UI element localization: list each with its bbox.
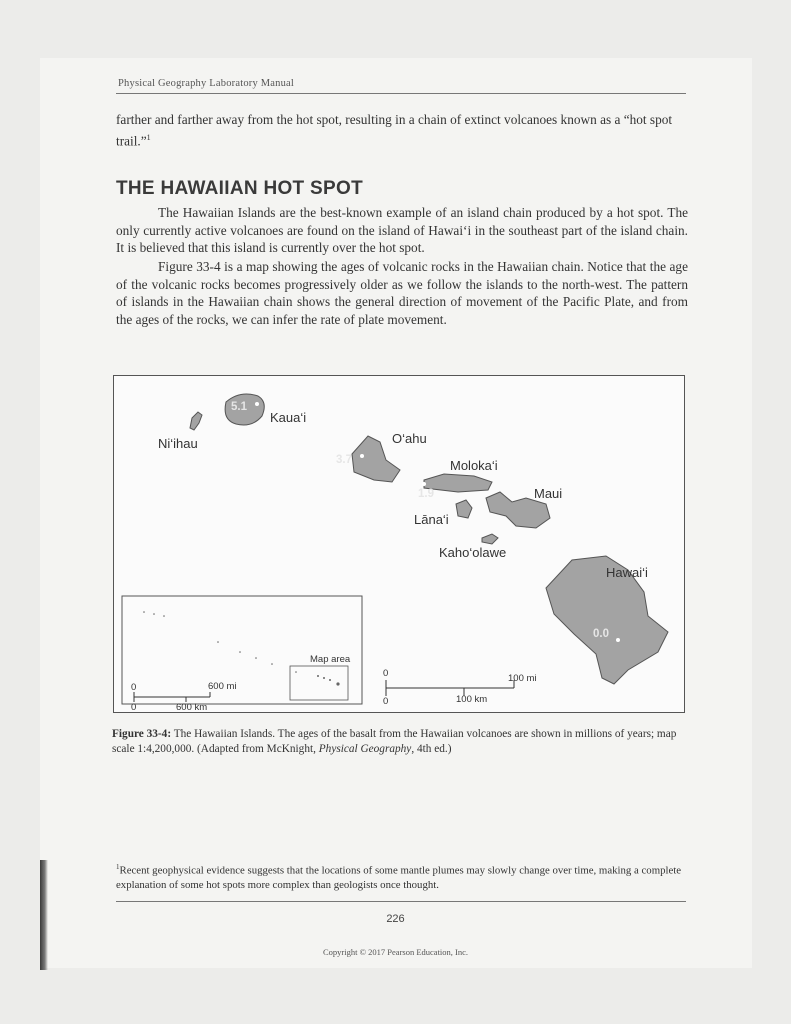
inset-scale-mi: 600 mi xyxy=(208,681,237,692)
hawaii-map-figure xyxy=(113,375,685,713)
page-number: 226 xyxy=(386,913,405,925)
label-kauai: Kaua‘i xyxy=(270,410,307,425)
copyright-notice: Copyright © 2017 Pearson Education, Inc. xyxy=(322,947,469,957)
paragraph-2: Figure 33-4 is a map showing the ages of volcanic rocks in the Hawaiian chain. Notice that the age of the volcanic rocks becomes progressively older as we follow the islands to the north-west. The pattern of islands in the Hawaiian chain shows the general direction of movement of the Pacific Plate, and from the ages of the rocks, we can infer the rate of plate movement. xyxy=(116,259,688,327)
inset-scale-zero-bottom: 0 xyxy=(131,702,137,713)
running-header: Physical Geography Laboratory Manual xyxy=(118,78,295,89)
intro-paragraph xyxy=(116,111,688,149)
label-oahu: O‘ahu xyxy=(392,431,427,446)
age-label-molokai: 1.9 xyxy=(418,488,434,500)
age-marker-molokai xyxy=(422,482,426,486)
label-niihau: Ni‘ihau xyxy=(158,436,198,451)
footnote xyxy=(116,860,688,893)
caption-source-title: Physical Geography xyxy=(318,742,412,755)
map-graphic xyxy=(114,376,684,712)
figure-label: Figure 33-4: xyxy=(112,728,172,740)
main-scale-zero-bottom: 0 xyxy=(383,696,389,707)
inset-scale-km: 600 km xyxy=(176,702,208,713)
intro-text: farther and farther away from the hot spot, resulting in a chain of extinct volcanoes known as a “hot spot trail.” xyxy=(116,112,673,148)
main-scale-zero-top: 0 xyxy=(383,668,389,679)
header-rule xyxy=(116,93,686,94)
inset-map-box xyxy=(122,596,362,704)
island-kahoolawe xyxy=(482,534,498,544)
age-marker-kauai xyxy=(255,402,259,406)
label-lanai: Lāna‘i xyxy=(414,512,449,527)
age-marker-hawaii xyxy=(616,638,620,642)
main-scale-mi: 100 mi xyxy=(508,673,537,684)
label-molokai: Moloka‘i xyxy=(450,458,498,473)
age-label-oahu: 3.7 xyxy=(336,454,352,466)
caption-edition: , 4th ed.) xyxy=(411,742,452,755)
section-heading: THE HAWAIIAN HOT SPOT xyxy=(116,178,363,199)
label-hawaii: Hawai‘i xyxy=(606,565,648,580)
footnote-text: Recent geophysical evidence suggests that the locations of some mantle plumes may slowly change over time, making a complete explanation of some hot spots more complex than geologists once thought. xyxy=(116,864,682,892)
inset-scale-zero-top: 0 xyxy=(131,682,137,693)
footnote-rule xyxy=(116,901,686,902)
island-niihau xyxy=(190,412,202,430)
inset-map-area-label: Map area xyxy=(310,654,351,665)
caption-text: The Hawaiian Islands. The ages of the basalt from the Hawaiian volcanoes are shown in millions of years; map scale 1:4,200,000. (Adapted from McKnight, xyxy=(112,728,677,755)
paragraph-1: The Hawaiian Islands are the best-known example of an island chain produced by a hot spot. The only currently active volcanoes are found on the island of Hawai‘i in the southeast part of the island chain. It is believed that this island is currently over the hot spot. xyxy=(116,205,688,255)
main-scale-km: 100 km xyxy=(456,694,488,705)
age-marker-oahu xyxy=(360,454,364,458)
age-label-hawaii: 0.0 xyxy=(593,628,609,640)
figure-caption xyxy=(112,727,687,756)
island-molokai xyxy=(424,474,492,492)
age-label-kauai: 5.1 xyxy=(231,401,247,413)
label-maui: Maui xyxy=(534,486,563,501)
footnote-marker: 1 xyxy=(116,863,120,871)
main-scale-bar xyxy=(386,680,514,696)
footnote-ref: 1 xyxy=(146,132,151,142)
island-lanai xyxy=(456,500,472,518)
label-kahoolawe: Kaho‘olawe xyxy=(439,545,507,560)
